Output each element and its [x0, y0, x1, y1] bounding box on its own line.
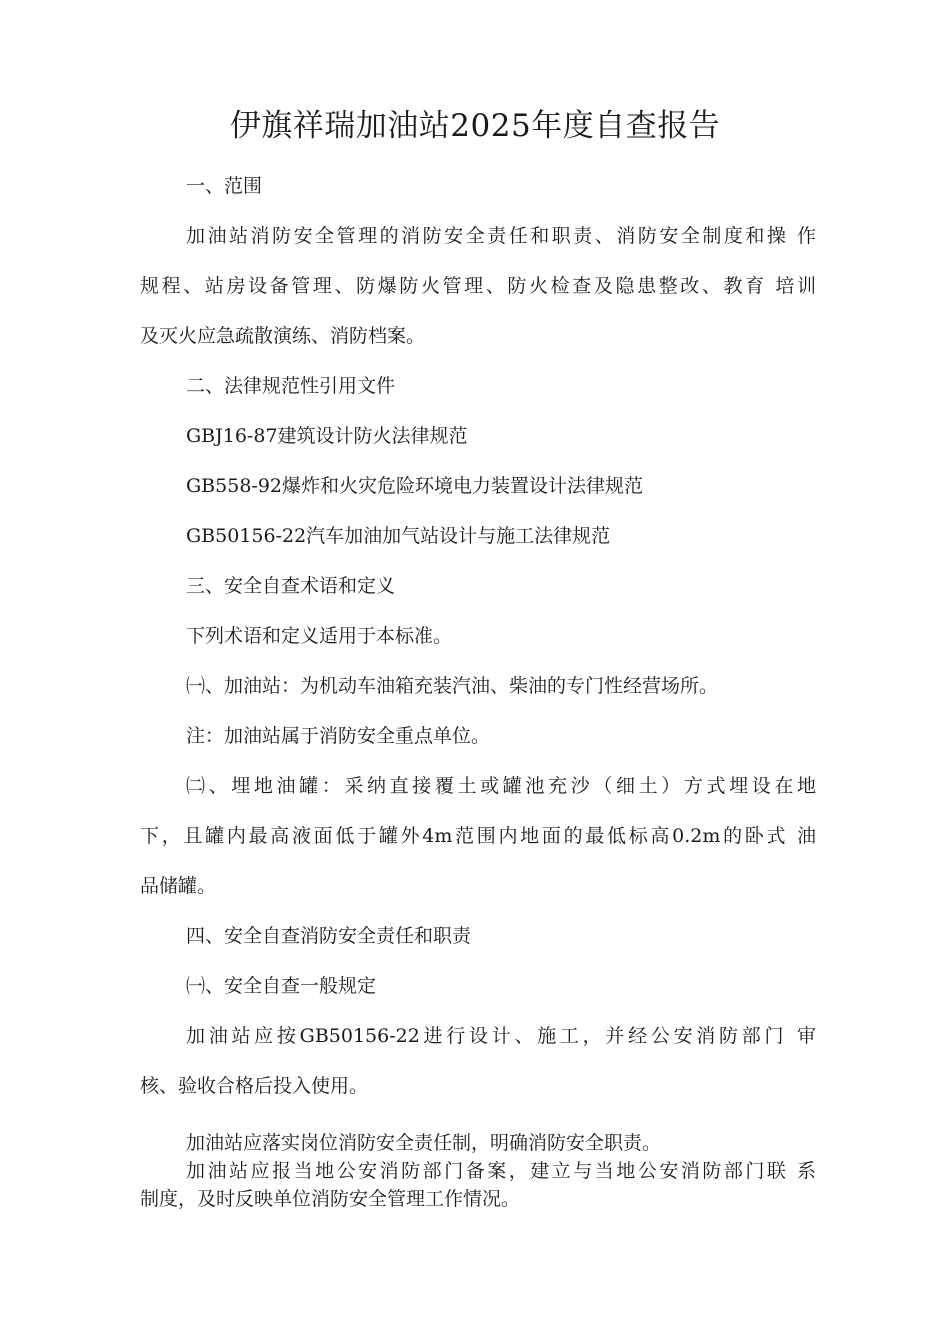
paragraph-line: 加油站消防安全管理的消防安全责任和职责、消防安全制度和操 作 — [186, 225, 816, 247]
paragraph-line: 加油站应落实岗位消防安全责任制，明确消防安全职责。 — [186, 1132, 662, 1154]
paragraph-line: 加油站应报当地公安消防部门备案，建立与当地公安消防部门联 系 — [186, 1160, 816, 1182]
paragraph-line: 加油站应按GB50156-22进行设计、施工，并经公安消防部门 审 — [186, 1025, 816, 1047]
definition-item: ㈠、加油站：为机动车油箱充装汽油、柴油的专门性经营场所。 — [186, 675, 719, 697]
section-heading-responsibilities: 四、安全自查消防安全责任和职责 — [186, 925, 472, 947]
section-heading-terms: 三、安全自查术语和定义 — [186, 575, 396, 597]
definition-item: ㈡、埋地油罐：采纳直接覆土或罐池充沙（细土）方式埋设在地 — [186, 775, 816, 797]
reference-item: GBJ16-87建筑设计防火法律规范 — [186, 425, 468, 447]
paragraph-line: 品储罐。 — [140, 875, 217, 897]
subsection-heading: ㈠、安全自查一般规定 — [186, 975, 377, 997]
section-heading-scope: 一、范围 — [186, 175, 263, 197]
paragraph-line: 下，且罐内最高液面低于罐外4m范围内地面的最低标高0.2m的卧式 油 — [140, 825, 816, 847]
reference-item: GB50156-22汽车加油加气站设计与施工法律规范 — [186, 525, 611, 547]
paragraph-line: 制度，及时反映单位消防安全管理工作情况。 — [140, 1188, 521, 1210]
paragraph-line: 规程、站房设备管理、防爆防火管理、防火检查及隐患整改、教育 培训 — [140, 275, 816, 297]
paragraph-line: 核、验收合格后投入使用。 — [140, 1075, 369, 1097]
document-title: 伊旗祥瑞加油站2025年度自查报告 — [229, 108, 721, 144]
note-line: 注：加油站属于消防安全重点单位。 — [186, 725, 491, 747]
section-heading-references: 二、法律规范性引用文件 — [186, 375, 396, 397]
paragraph-line: 下列术语和定义适用于本标准。 — [186, 625, 453, 647]
reference-item: GB558-92爆炸和火灾危险环境电力装置设计法律规范 — [186, 475, 644, 497]
paragraph-line: 及灭火应急疏散演练、消防档案。 — [140, 325, 426, 347]
